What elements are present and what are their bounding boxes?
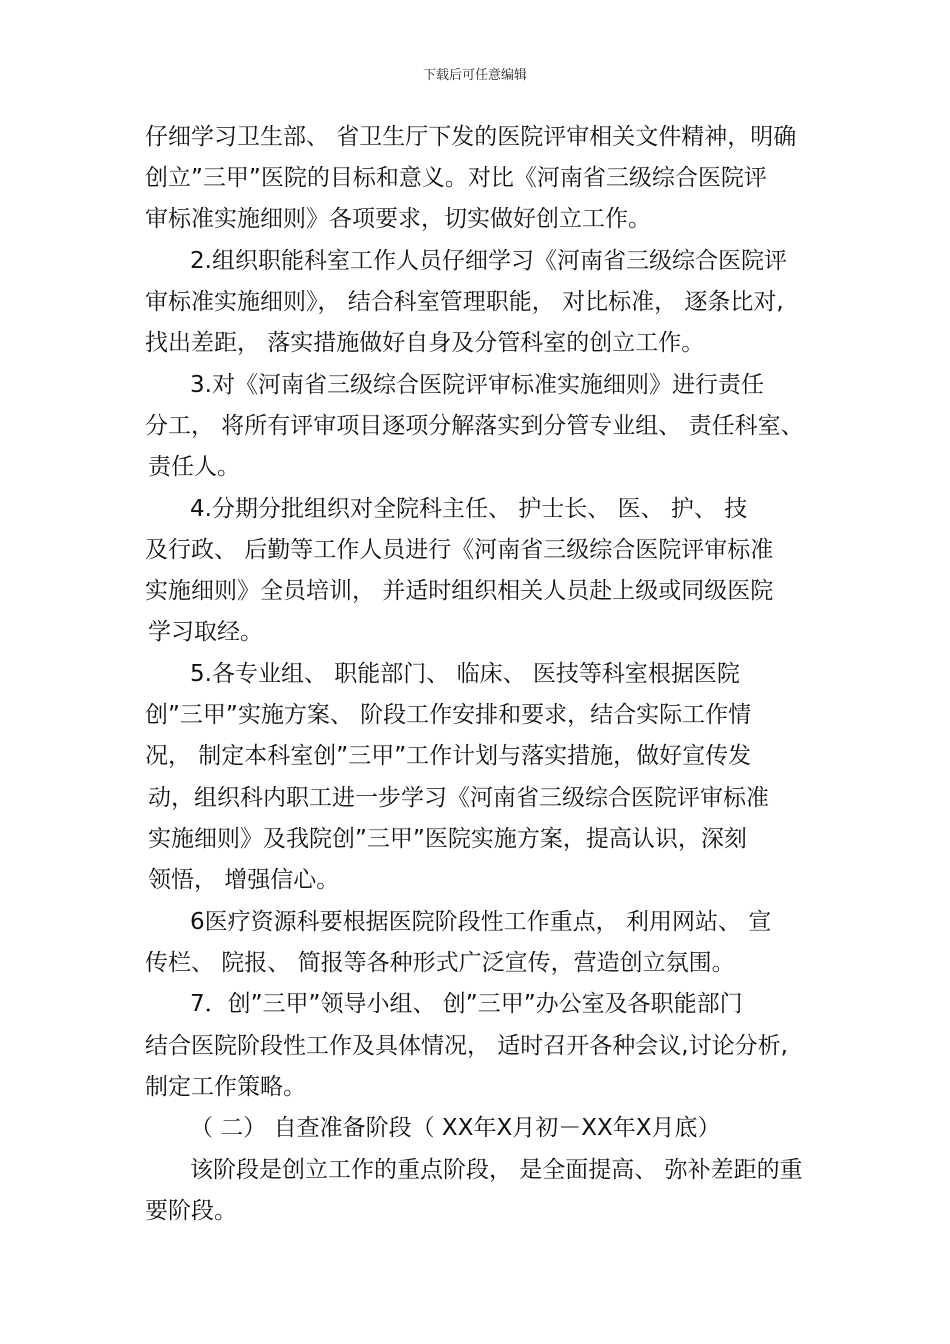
text-line: 7．创”三甲”领导小组、 创”三甲”办公室及各职能部门 — [190, 991, 743, 1017]
text-line: 创立”三甲”医院的目标和意义。对比《河南省三级综合医院评 — [145, 165, 767, 191]
text-line: 实施细则》及我院创”三甲”医院实施方案，提高认识，深刻 — [148, 826, 747, 852]
text-line: 该阶段是创立工作的重点阶段， 是全面提高、 弥补差距的重 — [190, 1157, 803, 1183]
text-line: 要阶段。 — [145, 1198, 237, 1224]
text-line: 领悟， 增强信心。 — [148, 867, 340, 893]
text-line: 2.组织职能科室工作人员仔细学习《河南省三级综合医院评 — [190, 248, 787, 274]
text-line: 及行政、 后勤等工作人员进行《河南省三级综合医院评审标准 — [145, 537, 774, 563]
text-line: 学习取经。 — [148, 619, 263, 645]
text-line: 4.分期分批组织对全院科主任、 护士长、 医、 护、 技 — [190, 496, 748, 522]
text-line: 审标准实施细则》， 结合科室管理职能， 对比标准， 逐条比对, — [145, 289, 784, 315]
text-line: 传栏、 院报、 简报等各种形式广泛宣传，营造创立氛围。 — [145, 950, 735, 976]
text-line: 况， 制定本科室创”三甲”工作计划与落实措施，做好宣传发 — [145, 743, 752, 769]
text-line: 实施细则》全员培训， 并适时组织相关人员赴上级或同级医院 — [145, 578, 774, 604]
text-line: 责任人。 — [148, 454, 240, 480]
text-line: 仔细学习卫生部、 省卫生厅下发的医院评审相关文件精神，明确 — [145, 124, 797, 150]
text-line: 3.对《河南省三级综合医院评审标准实施细则》进行责任 — [190, 372, 764, 398]
text-line: 创”三甲”实施方案、 阶段工作安排和要求，结合实际工作情 — [145, 702, 752, 728]
text-line: 分工， 将所有评审项目逐项分解落实到分管专业组、 责任科室、 — [145, 413, 804, 439]
text-line: 动，组织科内职工进一步学习《河南省三级综合医院评审标准 — [148, 785, 769, 811]
text-line: （ 二） 自查准备阶段（ XX年X月初－XX年X月底） — [190, 1115, 721, 1141]
text-line: 找出差距， 落实措施做好自身及分管科室的创立工作。 — [145, 330, 705, 356]
text-line: 审标准实施细则》各项要求，切实做好创立工作。 — [145, 206, 651, 232]
text-line: 5.各专业组、 职能部门、 临床、 医技等科室根据医院 — [190, 661, 740, 687]
text-line: 6医疗资源科要根据医院阶段性工作重点， 利用网站、 宣 — [190, 909, 772, 935]
text-line: 结合医院阶段性工作及具体情况， 适时召开各种会议,讨论分析, — [145, 1033, 788, 1059]
page-header: 下载后可任意编辑 — [422, 68, 527, 83]
text-line: 制定工作策略。 — [145, 1074, 306, 1100]
